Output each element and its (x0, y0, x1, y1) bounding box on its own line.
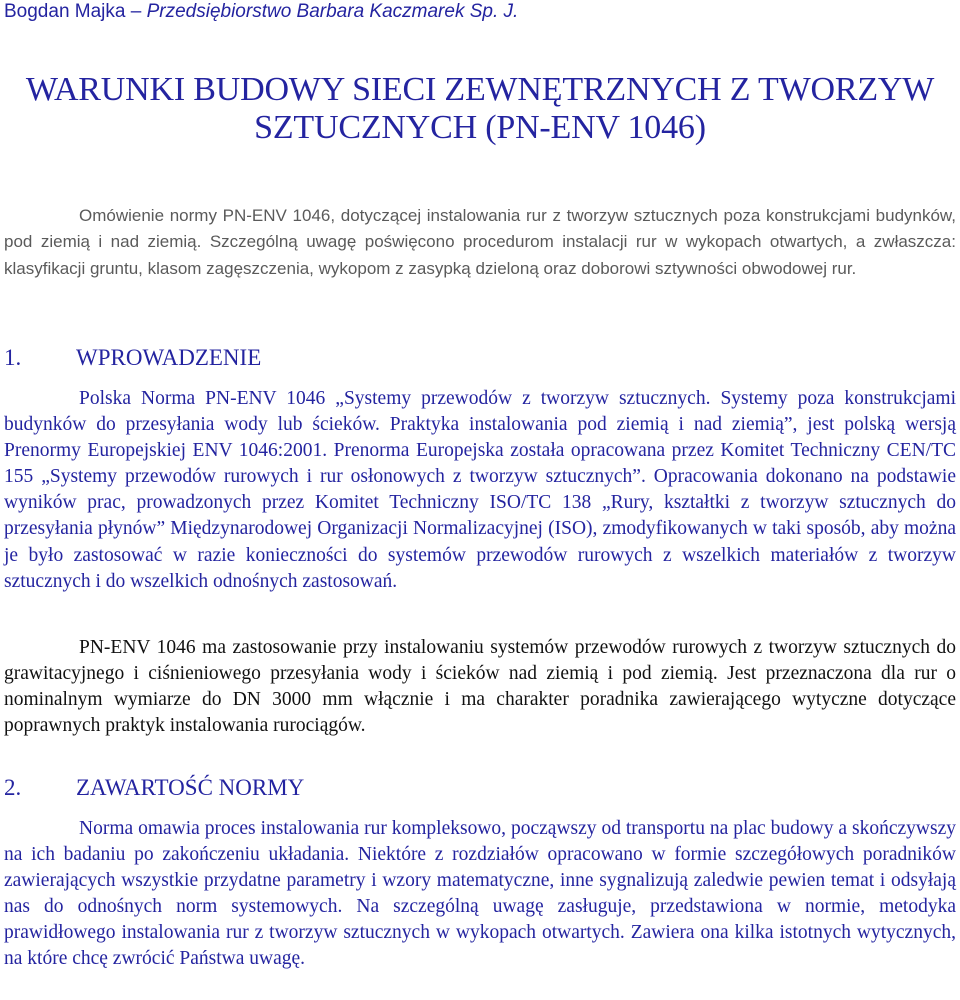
document-title (0, 71, 960, 147)
header-company: Przedsiębiorstwo Barbara Kaczmarek Sp. J. (146, 1, 519, 22)
title-line-2: SZTUCZNYCH (PN-ENV 1046) (254, 109, 706, 146)
section-number: 2. (4, 775, 22, 800)
intro-paragraph-2: PN-ENV 1046 ma zastosowanie przy instalowaniu systemów przewodów rurowych z tworzyw sztucznych do grawitacyjnego i ciśnieniowego przesyłania wody i ścieków nad ziemią i pod ziemią. Jest przeznaczona dla rur o nominalnym wymiarze do DN 3000 mm włącznie i ma charakter poradnika zawierającego wytyczne dotyczące poprawnych praktyk instalowania rurociągów. (4, 637, 956, 737)
section-title: ZAWARTOŚĆ NORMY (76, 775, 305, 800)
section-number: 1. (4, 345, 22, 370)
header-author: Bogdan Majka – (4, 1, 147, 22)
intro-paragraph-1: Polska Norma PN-ENV 1046 „Systemy przewodów z tworzyw sztucznych. Systemy poza konstrukcjami budynków do przesyłania wody lub ścieków. Praktyka instalowania pod ziemią i nad ziemią”, jest polską wersją Prenormy Europejskiej ENV 1046:2001. Prenorma Europejska została opracowana przez Komitet Techniczny CEN/TC 155 „Systemy przewodów rurowych i rur osłonowych z tworzyw sztucznych”. Opracowania dokonano na podstawie wyników prac, prowadzonych przez Komitet Techniczny ISO/TC 138 „Rury, kształtki z tworzyw sztucznych do przesyłania płynów” Międzynarodowej Organizacji Normalizacyjnej (ISO), zmodyfikowanych w taki sposób, aby można je było zastosować w razie konieczności do systemów przewodów rurowych z wszelkich materiałów z tworzyw sztucznych i do wszelkich odnośnych zastosowań. (4, 388, 956, 592)
title-line-1: WARUNKI BUDOWY SIECI ZEWNĘTRZNYCH Z TWORZYW (25, 71, 935, 108)
section-heading-2 (4, 775, 304, 801)
contents-paragraph-1: Norma omawia proces instalowania rur kompleksowo, począwszy od transportu na plac budowy a skończywszy na ich badaniu po zakończeniu układania. Niektóre z rozdziałów opracowano w formie szczegółowych poradników zawierających wszystkie przydatne parametry i wzory matematyczne, inne sygnalizują zaledwie pewien temat i odsyłają nas do odnośnych norm systemowych. Na szczególną uwagę zasługuje, przedstawiona w normie, metodyka prawidłowego instalowania rur z tworzyw sztucznych w wykopach otwartych. Zawiera ona kilka istotnych wytycznych, na które chcę zwrócić Państwa uwagę. (4, 818, 956, 970)
running-header (4, 1, 518, 23)
section-heading-1 (4, 345, 261, 371)
section-title: WPROWADZENIE (76, 345, 262, 370)
abstract-paragraph: Omówienie normy PN-ENV 1046, dotyczącej instalowania rur z tworzyw sztucznych poza konstrukcjami budynków, pod ziemią i nad ziemią. Szczególną uwagę poświęcono procedurom instalacji rur w wykopach otwartych, a zwłaszcza: klasyfikacji gruntu, klasom zagęszczenia, wykopom z zasypką dzieloną oraz doborowi sztywności obwodowej rur. (4, 206, 956, 278)
